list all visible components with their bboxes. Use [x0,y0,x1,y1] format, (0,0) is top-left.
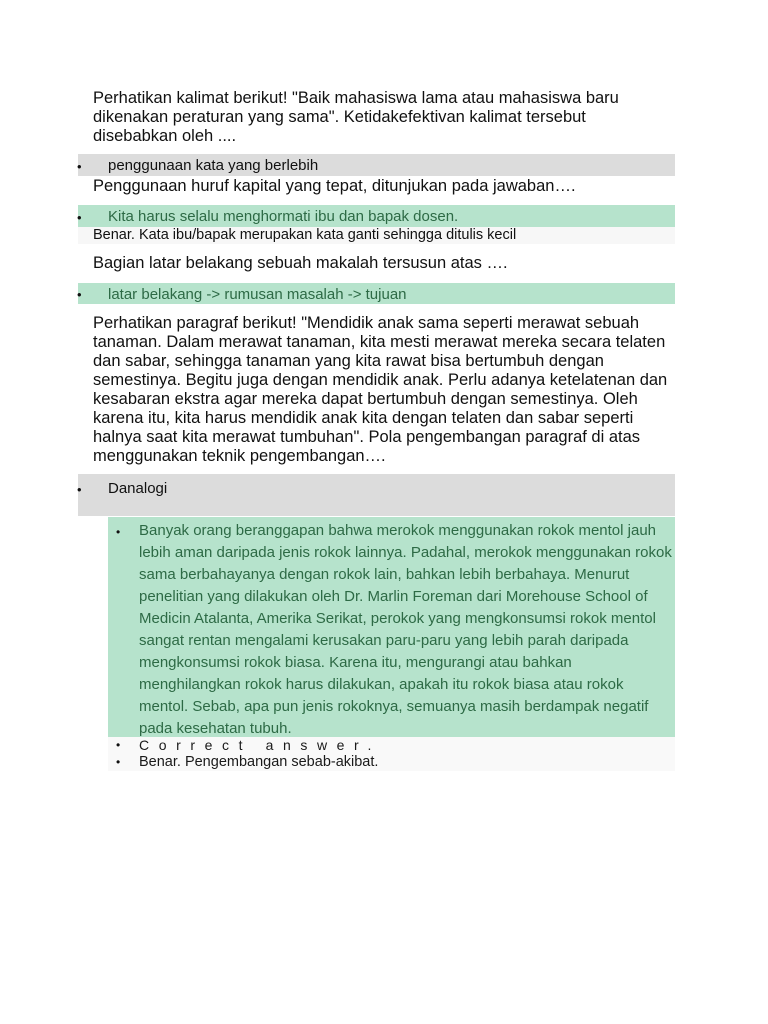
answer-option[interactable] [78,474,675,516]
answer-paragraph: Banyak orang beranggapan bahwa merokok menggunakan rokok mentol jauh lebih aman daripada jenis rokok lainnya. Padahal, merokok menggunakan rokok sama berbahayanya dengan rokok lain, bahkan lebih berbahaya. Menurut penelitian yang dilakukan oleh Dr. Marlin Foreman dari Morehouse School of Medicin Atalanta, Amerika Serikat, perokok yang mengkonsumsi rokok mentol sangat rentan mengalami kerusakan paru-paru yang lebih parah daripada mengkonsumsi rokok biasa. Karena itu, mengurangi atau bahkan menghilangkan rokok harus dilakukan, apakah itu rokok biasa atau rokok mentol. Sebab, apa pun jenis rokoknya, semuanya masih berdampak negatif pada kesehatan tubuh. [139,522,672,737]
feedback-row [108,754,675,771]
bullet-icon: • [77,159,82,174]
question-text: Penggunaan huruf kapital yang tepat, ditunjukan pada jawaban…. [93,177,576,195]
answer-option[interactable] [78,154,675,176]
answer-label: latar belakang -> rumusan masalah -> tujuan [108,286,407,303]
feedback-text: Benar. Kata ibu/bapak merupakan kata ganti sehingga ditulis kecil [93,227,517,243]
question-text: Perhatikan paragraf berikut! "Mendidik anak sama seperti merawat sebuah tanaman. Dalam merawat tanaman, kita mesti merawat mereka secara telaten dan sabar, sehingga tanaman yang kita rawat bisa bertumbuh dengan semestinya. Begitu juga dengan mendidik anak. Perlu adanya ketelatenan dan kesabaran ekstra agar mereka dapat bertumbuh dengan semestinya. Oleh karena itu, kita harus mendidik anak kita dengan telaten dan sabar seperti halnya saat kita merawat tumbuhan". Pola pengembangan paragraf di atas menggunakan teknik pengembangan…. [93,314,668,465]
feedback-note [78,227,675,244]
answer-option-correct[interactable] [78,283,675,304]
answer-label: Danalogi [108,480,168,497]
answer-label: penggunaan kata yang berlebih [108,157,319,174]
bullet-icon: • [116,755,121,769]
bullet-icon: • [116,525,121,539]
bullet-icon: • [77,287,82,302]
bullet-icon: • [116,738,121,752]
answer-label: Kita harus selalu menghormati ibu dan bapak dosen. [108,208,459,225]
correct-answer-label: Correct answer. [139,737,382,753]
bullet-icon: • [77,210,82,225]
question-text: Bagian latar belakang sebuah makalah tersusun atas …. [93,254,508,272]
question-text: Perhatikan kalimat berikut! "Baik mahasiswa lama atau mahasiswa baru dikenakan peraturan yang sama". Ketidakefektivan kalimat tersebut disebabkan oleh .... [93,89,619,145]
feedback-text: Benar. Pengembangan sebab-akibat. [139,754,379,770]
correct-answer-row [108,737,675,754]
bullet-icon: • [77,482,82,497]
answer-option-correct[interactable] [78,205,675,227]
